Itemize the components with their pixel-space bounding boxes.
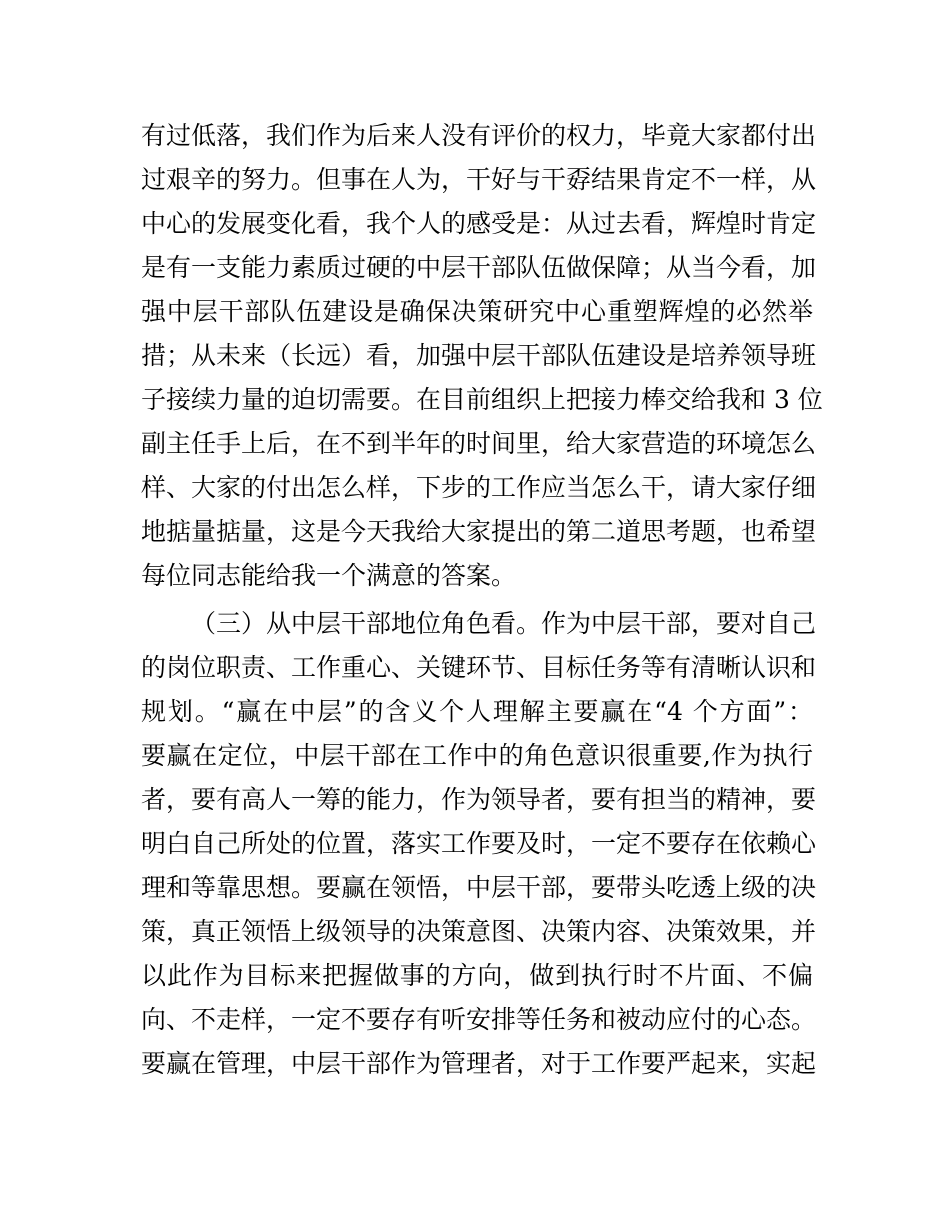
paragraph-line: 以此作为目标来把握做事的方向，做到执行时不片面、不偏	[141, 961, 813, 990]
paragraph-line: 是有一支能力素质过硬的中层干部队伍做保障；从当今看，加	[141, 253, 817, 282]
paragraph-line: 者，要有高人一筹的能力，作为领导者，要有担当的精神，要	[141, 785, 817, 814]
paragraph-line: 每位同志能给我一个满意的答案。	[141, 561, 517, 590]
paragraph-line: 策，真正领悟上级领导的决策意图、决策内容、决策效果，并	[141, 917, 817, 946]
paragraph-line: （三）从中层干部地位角色看。作为中层干部，要对自己	[191, 609, 817, 638]
paragraph-line: 样、大家的付出怎么样，下步的工作应当怎么干，请大家仔细	[141, 473, 817, 502]
paragraph-line: 过艰辛的努力。但事在人为，干好与干孬结果肯定不一样，从	[141, 165, 817, 194]
paragraph-line: 措；从未来（长远）看，加强中层干部队伍建设是培养领导班	[141, 341, 817, 370]
paragraph-line: 理和等靠思想。要赢在领悟，中层干部，要带头吃透上级的决	[141, 873, 817, 902]
paragraph-line: 规划。“赢在中层”的含义个人理解主要赢在“4 个方面”：	[141, 697, 813, 726]
paragraph-line: 地掂量掂量，这是今天我给大家提出的第二道思考题，也希望	[141, 517, 817, 546]
paragraph-line: 明白自己所处的位置，落实工作要及时，一定不要存在依赖心	[141, 829, 817, 858]
paragraph-line: 强中层干部队伍建设是确保决策研究中心重塑辉煌的必然举	[141, 297, 813, 326]
paragraph-line: 有过低落，我们作为后来人没有评价的权力，毕竟大家都付出	[141, 121, 817, 150]
paragraph-line: 中心的发展变化看，我个人的感受是：从过去看，辉煌时肯定	[141, 209, 817, 238]
paragraph-line: 要赢在管理，中层干部作为管理者，对于工作要严起来，实起	[141, 1049, 817, 1078]
paragraph-line: 子接续力量的迫切需要。在目前组织上把接力棒交给我和 3 位	[141, 385, 823, 414]
paragraph-line: 副主任手上后，在不到半年的时间里，给大家营造的环境怎么	[141, 429, 817, 458]
paragraph-line: 要赢在定位，中层干部在工作中的角色意识很重要,作为执行	[141, 741, 813, 770]
paragraph-line: 向、不走样，一定不要存有听安排等任务和被动应付的心态。	[141, 1005, 817, 1034]
paragraph-line: 的岗位职责、工作重心、关键环节、目标任务等有清晰认识和	[141, 653, 817, 682]
